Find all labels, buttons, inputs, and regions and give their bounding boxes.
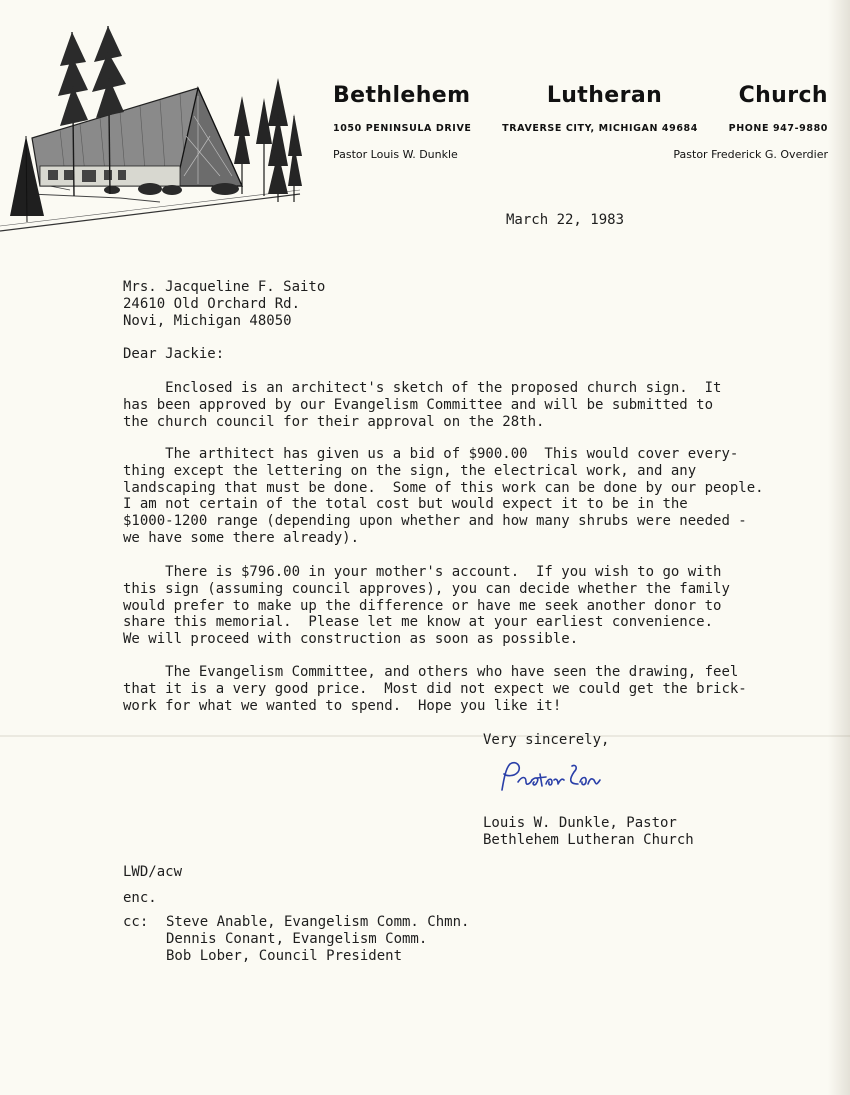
paragraph-line: The arthitect has given us a bid of $900.00 This would cover every-	[123, 446, 739, 462]
church-address-line	[333, 123, 828, 134]
salutation: Dear Jackie:	[123, 346, 225, 362]
paragraph-line: we have some there already).	[123, 529, 360, 546]
paragraph-line: I am not certain of the total cost but would expect it to be in the	[123, 496, 688, 513]
paragraph-line: that it is a very good price. Most did not expect we could get the brick-	[123, 680, 747, 697]
paragraph-line: this sign (assuming council approves), you can decide whether the family	[123, 580, 730, 597]
paper-fold-line	[0, 735, 850, 737]
paragraph-3	[123, 564, 730, 648]
handwritten-signature	[492, 758, 612, 798]
pastor-right: Pastor Frederick G. Overdier	[673, 148, 828, 161]
paragraph-line: the church council for their approval on the 28th.	[123, 413, 545, 430]
letter-date: March 22, 1983	[506, 212, 625, 228]
recipient-line: 24610 Old Orchard Rd.	[123, 295, 301, 312]
church-illustration	[0, 26, 306, 236]
church-name	[333, 83, 828, 108]
church-name-word-1: Bethlehem	[333, 83, 471, 108]
cc-recipient: Steve Anable, Evangelism Comm. Chmn.	[166, 914, 470, 930]
closing: Very sincerely,	[483, 732, 610, 748]
paragraph-line: The Evangelism Committee, and others who have seen the drawing, feel	[123, 664, 739, 680]
paper-edge-shadow	[828, 0, 850, 1095]
signer-block	[483, 815, 694, 849]
paragraph-line: has been approved by our Evangelism Committee and will be submitted to	[123, 396, 714, 413]
church-city: TRAVERSE CITY, MICHIGAN 49684	[502, 123, 698, 134]
recipient-line: Novi, Michigan 48050	[123, 312, 292, 329]
signer-line: Louis W. Dunkle, Pastor	[483, 815, 677, 831]
enclosure-note: enc.	[123, 890, 157, 906]
church-name-word-2: Lutheran	[546, 83, 663, 108]
cc-recipient: Dennis Conant, Evangelism Comm.	[166, 930, 428, 947]
paragraph-1	[123, 380, 721, 430]
paragraph-line: would prefer to make up the difference or have me seek another donor to	[123, 597, 722, 614]
pastor-left: Pastor Louis W. Dunkle	[333, 148, 458, 161]
paragraph-line: There is $796.00 in your mother's account. If you wish to go with	[123, 564, 722, 580]
paragraph-line: $1000-1200 range (depending upon whether and how many shrubs were needed -	[123, 513, 747, 530]
signer-line: Bethlehem Lutheran Church	[483, 831, 694, 848]
cc-label: cc:	[123, 914, 149, 930]
paragraph-2	[123, 446, 764, 547]
church-phone: PHONE 947-9880	[728, 123, 828, 134]
paragraph-line: landscaping that must be done. Some of this work can be done by our people.	[123, 479, 764, 496]
cc-list	[166, 914, 469, 964]
recipient-address	[123, 279, 325, 329]
paragraph-line: We will proceed with construction as soon as possible.	[123, 631, 579, 648]
pastors-line	[333, 148, 828, 161]
recipient-line: Mrs. Jacqueline F. Saito	[123, 279, 326, 295]
cc-recipient: Bob Lober, Council President	[166, 947, 403, 964]
paragraph-line: work for what we wanted to spend. Hope you like it!	[123, 697, 562, 714]
paragraph-4	[123, 664, 747, 714]
paragraph-line: thing except the lettering on the sign, the electrical work, and any	[123, 462, 697, 479]
church-name-word-3: Church	[738, 83, 828, 108]
church-street: 1050 PENINSULA DRIVE	[333, 123, 472, 134]
paragraph-line: Enclosed is an architect's sketch of the proposed church sign. It	[123, 380, 722, 396]
reference-initials: LWD/acw	[123, 864, 183, 880]
paragraph-line: share this memorial. Please let me know at your earliest convenience.	[123, 614, 714, 631]
